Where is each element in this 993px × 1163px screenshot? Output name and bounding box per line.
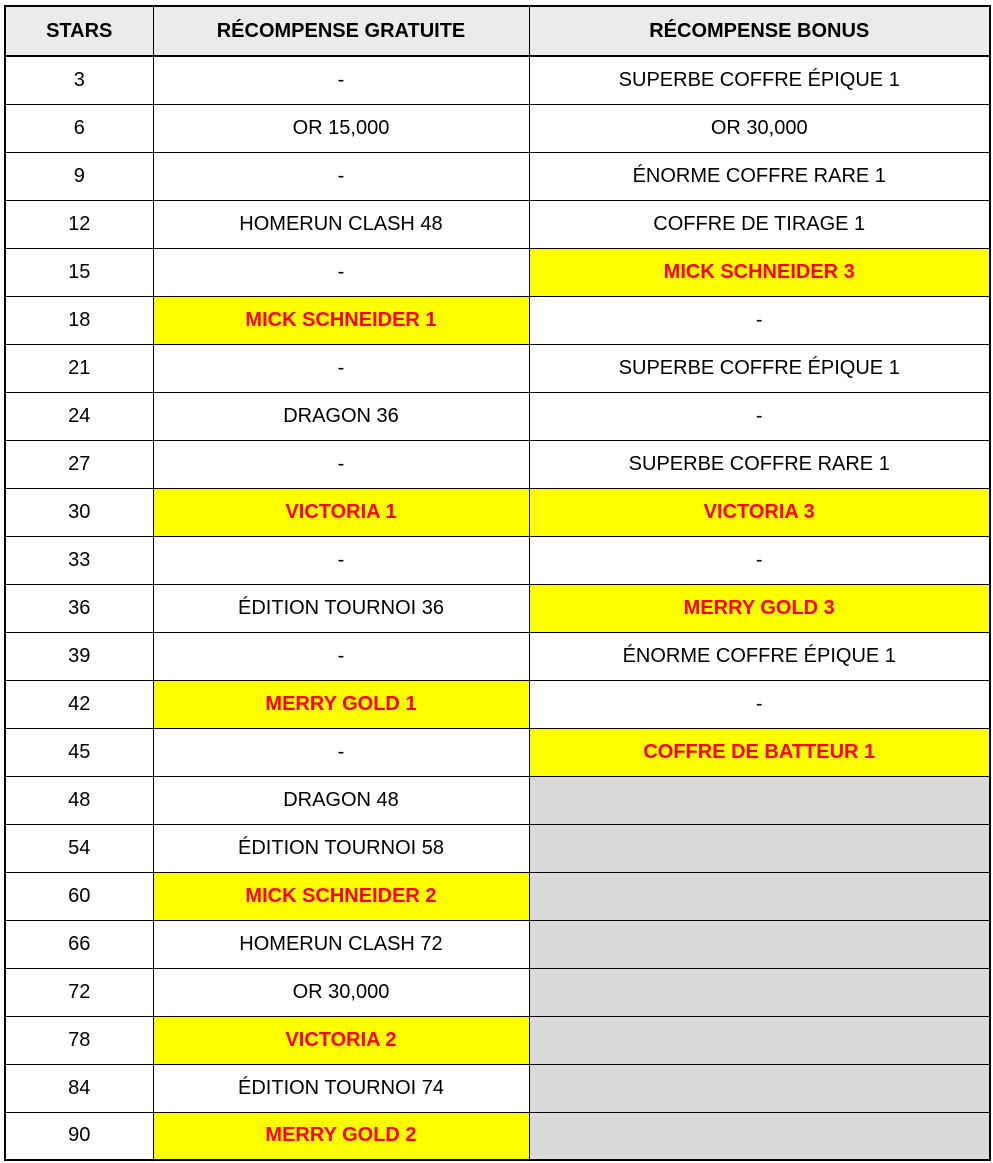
table-row xyxy=(5,1112,990,1160)
table-row xyxy=(5,56,990,104)
table-row xyxy=(5,584,990,632)
bonus-reward-cell: ÉNORME COFFRE RARE 1 xyxy=(529,152,990,200)
stars-cell: 9 xyxy=(5,152,153,200)
empty-bonus-cell xyxy=(529,920,990,968)
bonus-reward-cell: MERRY GOLD 3 xyxy=(529,584,990,632)
table-row xyxy=(5,728,990,776)
empty-bonus-cell xyxy=(529,1016,990,1064)
stars-cell: 84 xyxy=(5,1064,153,1112)
free-reward-cell: ÉDITION TOURNOI 74 xyxy=(153,1064,529,1112)
table-row xyxy=(5,632,990,680)
free-reward-cell: VICTORIA 1 xyxy=(153,488,529,536)
free-reward-cell: DRAGON 36 xyxy=(153,392,529,440)
table-row xyxy=(5,536,990,584)
bonus-reward-cell: - xyxy=(529,680,990,728)
table-row xyxy=(5,920,990,968)
table-row xyxy=(5,440,990,488)
stars-cell: 42 xyxy=(5,680,153,728)
free-reward-cell: - xyxy=(153,248,529,296)
table-row xyxy=(5,872,990,920)
table-row xyxy=(5,152,990,200)
bonus-reward-cell: COFFRE DE TIRAGE 1 xyxy=(529,200,990,248)
free-reward-cell: - xyxy=(153,152,529,200)
empty-bonus-cell xyxy=(529,968,990,1016)
stars-cell: 90 xyxy=(5,1112,153,1160)
free-reward-cell: ÉDITION TOURNOI 58 xyxy=(153,824,529,872)
table-row xyxy=(5,248,990,296)
bonus-reward-cell: - xyxy=(529,536,990,584)
header-bonus-reward: RÉCOMPENSE BONUS xyxy=(529,6,990,56)
table-row xyxy=(5,296,990,344)
stars-cell: 24 xyxy=(5,392,153,440)
stars-cell: 33 xyxy=(5,536,153,584)
bonus-reward-cell: MICK SCHNEIDER 3 xyxy=(529,248,990,296)
table-row xyxy=(5,680,990,728)
free-reward-cell: HOMERUN CLASH 72 xyxy=(153,920,529,968)
stars-cell: 39 xyxy=(5,632,153,680)
bonus-reward-cell: OR 30,000 xyxy=(529,104,990,152)
free-reward-cell: - xyxy=(153,344,529,392)
free-reward-cell: VICTORIA 2 xyxy=(153,1016,529,1064)
empty-bonus-cell xyxy=(529,1112,990,1160)
stars-cell: 27 xyxy=(5,440,153,488)
free-reward-cell: - xyxy=(153,632,529,680)
header-free-reward: RÉCOMPENSE GRATUITE xyxy=(153,6,529,56)
rewards-table xyxy=(4,5,991,1161)
empty-bonus-cell xyxy=(529,824,990,872)
bonus-reward-cell: - xyxy=(529,392,990,440)
free-reward-cell: - xyxy=(153,536,529,584)
free-reward-cell: MICK SCHNEIDER 1 xyxy=(153,296,529,344)
bonus-reward-cell: ÉNORME COFFRE ÉPIQUE 1 xyxy=(529,632,990,680)
table-row xyxy=(5,968,990,1016)
table-row xyxy=(5,488,990,536)
bonus-reward-cell: SUPERBE COFFRE ÉPIQUE 1 xyxy=(529,344,990,392)
free-reward-cell: - xyxy=(153,56,529,104)
empty-bonus-cell xyxy=(529,1064,990,1112)
table-row xyxy=(5,1064,990,1112)
free-reward-cell: ÉDITION TOURNOI 36 xyxy=(153,584,529,632)
stars-cell: 6 xyxy=(5,104,153,152)
free-reward-cell: HOMERUN CLASH 48 xyxy=(153,200,529,248)
free-reward-cell: MICK SCHNEIDER 2 xyxy=(153,872,529,920)
stars-cell: 12 xyxy=(5,200,153,248)
stars-cell: 54 xyxy=(5,824,153,872)
table-row xyxy=(5,776,990,824)
stars-cell: 3 xyxy=(5,56,153,104)
empty-bonus-cell xyxy=(529,776,990,824)
stars-cell: 21 xyxy=(5,344,153,392)
stars-cell: 66 xyxy=(5,920,153,968)
bonus-reward-cell: VICTORIA 3 xyxy=(529,488,990,536)
bonus-reward-cell: COFFRE DE BATTEUR 1 xyxy=(529,728,990,776)
free-reward-cell: - xyxy=(153,728,529,776)
table-row xyxy=(5,824,990,872)
stars-cell: 18 xyxy=(5,296,153,344)
bonus-reward-cell: - xyxy=(529,296,990,344)
free-reward-cell: - xyxy=(153,440,529,488)
table-row xyxy=(5,392,990,440)
header-row xyxy=(5,6,990,56)
free-reward-cell: DRAGON 48 xyxy=(153,776,529,824)
table-row xyxy=(5,344,990,392)
stars-cell: 15 xyxy=(5,248,153,296)
stars-cell: 30 xyxy=(5,488,153,536)
table-row xyxy=(5,200,990,248)
table-row xyxy=(5,104,990,152)
free-reward-cell: MERRY GOLD 2 xyxy=(153,1112,529,1160)
table-body xyxy=(5,56,990,1160)
free-reward-cell: OR 30,000 xyxy=(153,968,529,1016)
stars-cell: 72 xyxy=(5,968,153,1016)
free-reward-cell: MERRY GOLD 1 xyxy=(153,680,529,728)
stars-cell: 48 xyxy=(5,776,153,824)
stars-cell: 78 xyxy=(5,1016,153,1064)
bonus-reward-cell: SUPERBE COFFRE RARE 1 xyxy=(529,440,990,488)
stars-cell: 36 xyxy=(5,584,153,632)
bonus-reward-cell: SUPERBE COFFRE ÉPIQUE 1 xyxy=(529,56,990,104)
header-stars: STARS xyxy=(5,6,153,56)
stars-cell: 45 xyxy=(5,728,153,776)
free-reward-cell: OR 15,000 xyxy=(153,104,529,152)
empty-bonus-cell xyxy=(529,872,990,920)
table-row xyxy=(5,1016,990,1064)
stars-cell: 60 xyxy=(5,872,153,920)
